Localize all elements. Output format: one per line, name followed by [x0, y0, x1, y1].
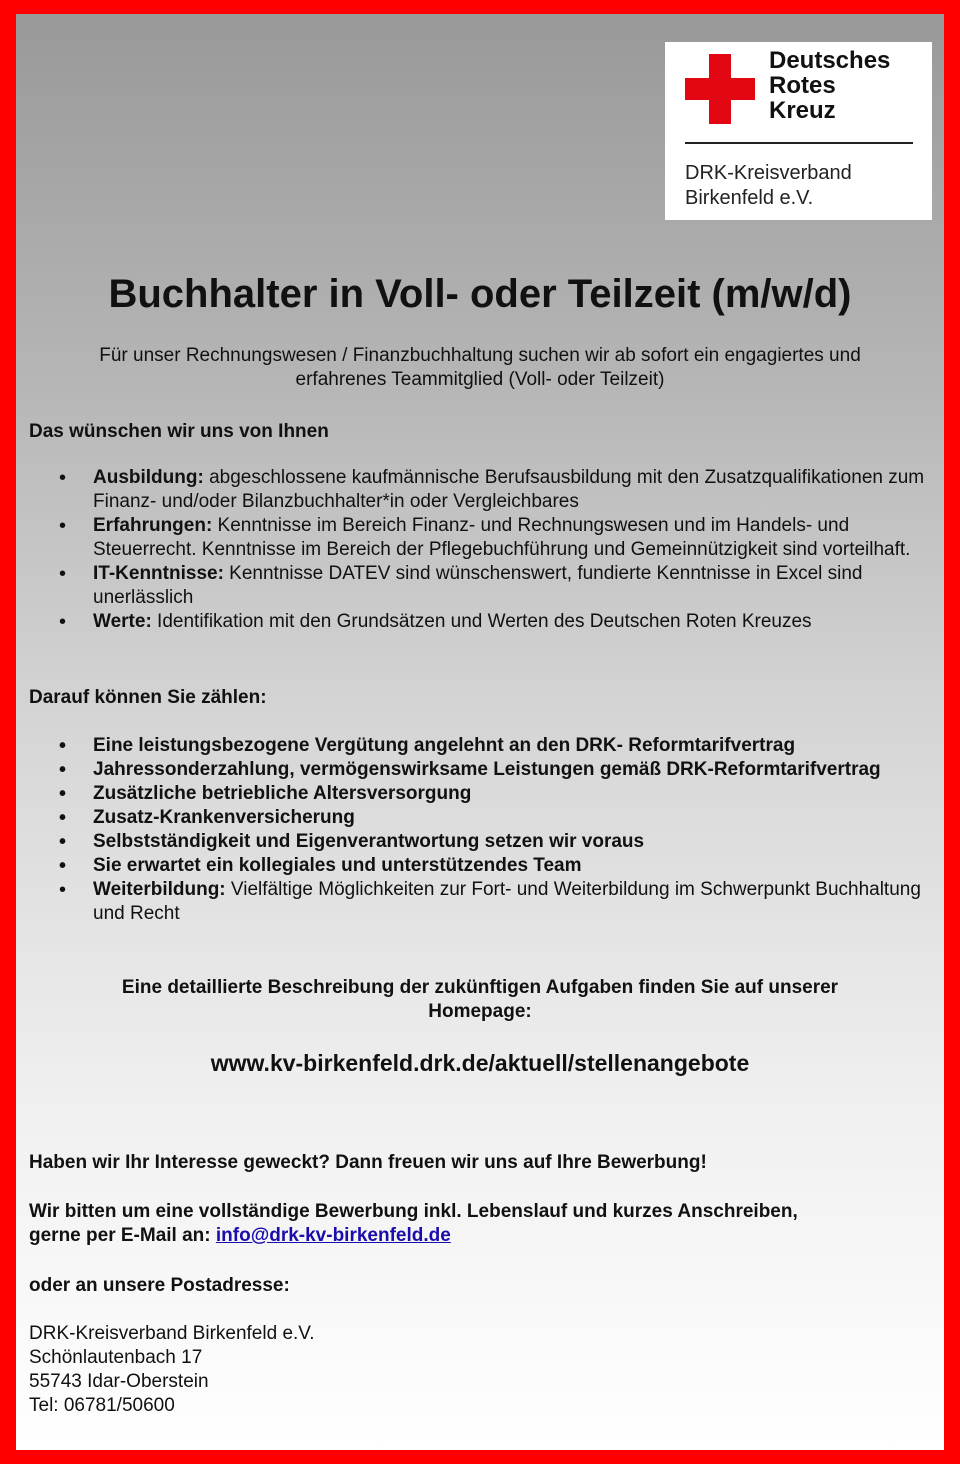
homepage-note-line: Homepage: — [428, 1001, 532, 1022]
application-line — [29, 1224, 929, 1248]
postal-heading: oder an unsere Postadresse: — [29, 1275, 290, 1296]
item-text: Kenntnisse im Bereich Finanz- und Rechnungswesen und im Handels- und Steuerrecht. Kenntnisse im Bereich der Pflegebuchführung und Gemeinnützigkeit sind vorteilhaft. — [93, 515, 911, 560]
intro-line: erfahrenes Teammitglied (Voll- oder Teilzeit) — [295, 369, 665, 390]
list-item — [29, 878, 934, 926]
job-posting-sheet — [16, 14, 944, 1450]
list-item — [29, 466, 934, 514]
homepage-url[interactable]: www.kv-birkenfeld.drk.de/aktuell/stellenangebote — [210, 1050, 750, 1076]
address-line: DRK-Kreisverband Birkenfeld e.V. — [29, 1323, 315, 1344]
benefits-list — [29, 734, 934, 926]
item-text: Kenntnisse DATEV sind wünschenswert, fundierte Kenntnisse in Excel sind unerlässlich — [93, 563, 863, 608]
logo-subtitle — [685, 161, 852, 211]
item-label: IT-Kenntnisse: — [93, 563, 224, 584]
homepage-note-line: Eine detaillierte Beschreibung der zukünftigen Aufgaben finden Sie auf unserer — [121, 977, 839, 998]
page-title: Buchhalter in Voll- oder Teilzeit (m/w/d) — [108, 272, 852, 316]
list-item — [29, 562, 934, 610]
logo-org-name — [769, 48, 890, 123]
logo-org-line: Rotes — [769, 72, 836, 99]
benefits-heading: Darauf können Sie zählen: — [29, 687, 267, 708]
address-line: 55743 Idar-Oberstein — [29, 1371, 209, 1392]
list-item: • Zusatz-Krankenversicherung — [29, 806, 934, 830]
intro-text — [46, 344, 914, 392]
item-label: Weiterbildung: — [93, 879, 226, 900]
logo-org-line: Kreuz — [769, 97, 836, 124]
item-text: Identifikation mit den Grundsätzen und Werten des Deutschen Roten Kreuzes — [151, 611, 812, 632]
logo-org-line: Deutsches — [769, 47, 891, 74]
logo-sub-line: DRK-Kreisverband — [685, 162, 852, 184]
list-item: • Sie erwartet ein kollegiales und unterstützendes Team — [29, 854, 934, 878]
item-label: Ausbildung: — [93, 467, 204, 488]
list-item — [29, 514, 934, 562]
email-link[interactable]: info@drk-kv-birkenfeld.de — [215, 1225, 451, 1246]
item-label: Werte: — [93, 611, 152, 632]
address-line: Schönlautenbach 17 — [29, 1347, 203, 1368]
application-prefix: gerne per E-Mail an: — [29, 1225, 216, 1246]
list-item: • Zusätzliche betriebliche Altersversorgung — [29, 782, 934, 806]
list-item — [29, 610, 934, 634]
address-line: Tel: 06781/50600 — [29, 1395, 175, 1416]
intro-line: Für unser Rechnungswesen / Finanzbuchhaltung suchen wir ab sofort ein engagiertes und — [99, 345, 861, 366]
drk-logo — [665, 42, 932, 220]
application-text — [29, 1200, 929, 1248]
requirements-heading: Das wünschen wir uns von Ihnen — [29, 421, 329, 442]
homepage-note — [56, 976, 904, 1024]
list-item: • Selbstständigkeit und Eigenverantwortung setzen wir voraus — [29, 830, 934, 854]
logo-sub-line: Birkenfeld e.V. — [685, 187, 814, 209]
logo-divider — [685, 142, 913, 144]
postal-address — [29, 1322, 315, 1418]
item-text: Vielfältige Möglichkeiten zur Fort- und Weiterbildung im Schwerpunkt Buchhaltung und Recht — [93, 879, 921, 924]
item-label: Erfahrungen: — [93, 515, 213, 536]
requirements-list — [29, 466, 934, 634]
item-text: abgeschlossene kaufmännische Berufsausbildung mit den Zusatzqualifikationen zum Finanz- und/oder Bilanzbuchhalter*in oder Vergleichbares — [93, 467, 925, 512]
list-item: • Eine leistungsbezogene Vergütung angelehnt an den DRK- Reformtarifvertrag — [29, 734, 934, 758]
closing-text: Haben wir Ihr Interesse geweckt? Dann freuen wir uns auf Ihre Bewerbung! — [29, 1152, 707, 1173]
red-cross-icon — [685, 54, 755, 124]
list-item: • Jahressonderzahlung, vermögenswirksame Leistungen gemäß DRK-Reformtarifvertrag — [29, 758, 934, 782]
application-line: Wir bitten um eine vollständige Bewerbung inkl. Lebenslauf und kurzes Anschreiben, — [29, 1201, 798, 1222]
